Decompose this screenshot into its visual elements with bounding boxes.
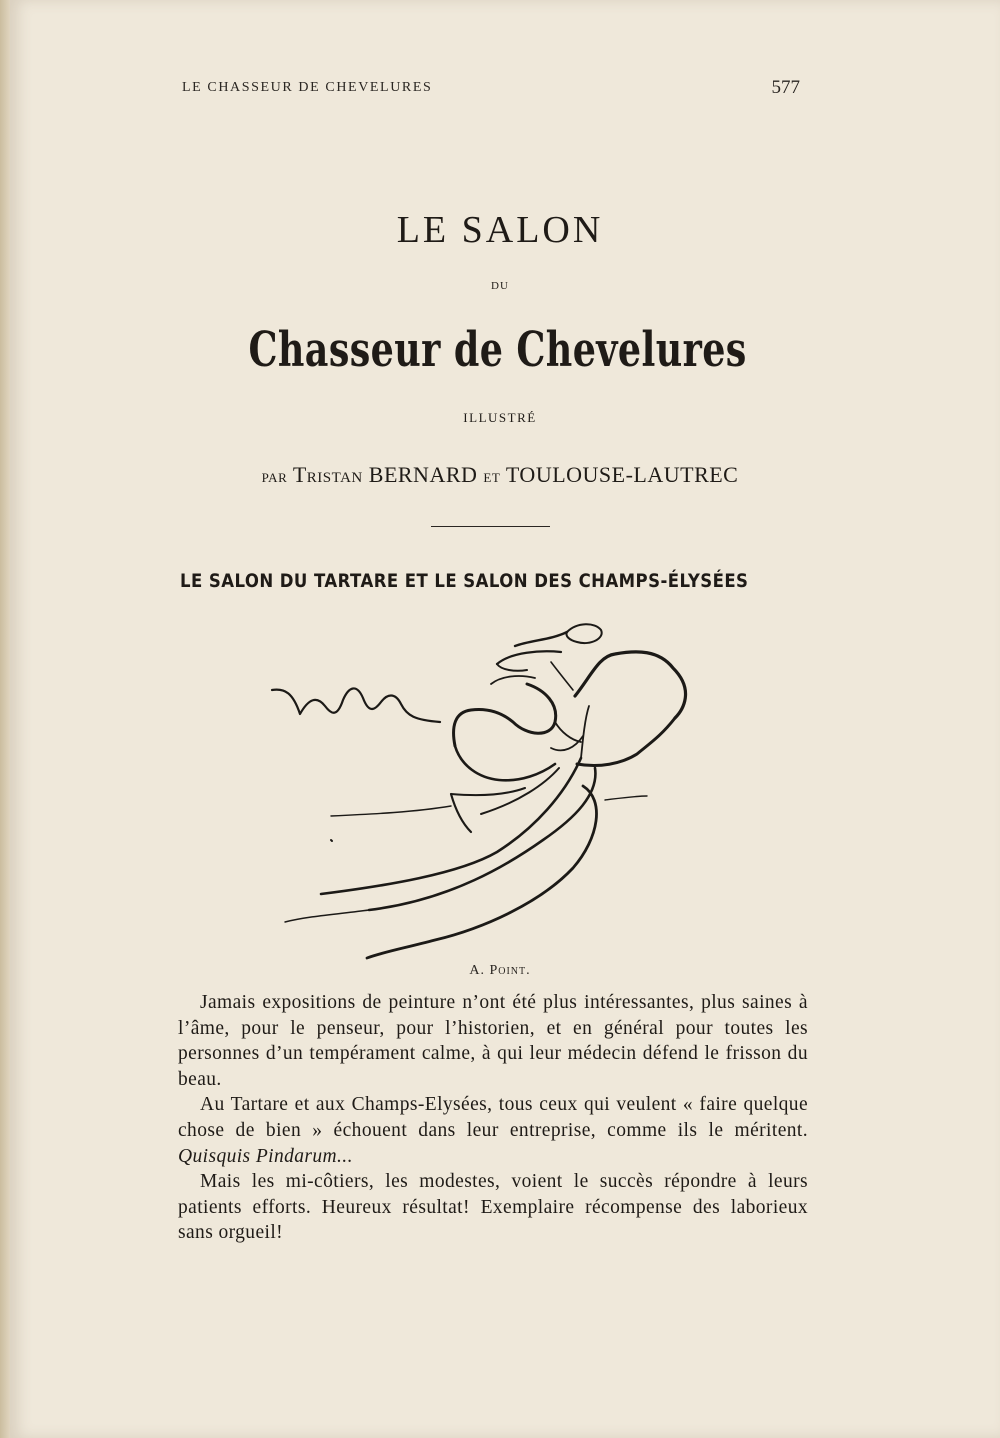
article-body	[178, 990, 808, 1246]
authors-line	[0, 462, 1000, 488]
paragraph-2	[178, 1092, 808, 1169]
running-head	[182, 77, 800, 102]
subtitle: Chasseur de Chevelures	[248, 322, 747, 378]
illustre-label: ILLUSTRÉ	[463, 410, 537, 425]
paragraph-1: Jamais expositions de peinture n’ont été plus intéressantes, plus saines à l’âme, pour le penseur, pour l’historien, et en général pour toutes les personnes d’un tempérament calme, à qui leur médecin défend le frisson du beau.	[178, 992, 808, 1090]
line-drawing-illustration	[265, 618, 705, 963]
title-rule	[431, 526, 550, 527]
author-bernard: Tristan BERNARD	[292, 462, 478, 487]
authors-et: et	[483, 466, 501, 486]
running-head-title: LE CHASSEUR DE CHEVELURES	[182, 80, 433, 95]
section-title: LE SALON DU TARTARE ET LE SALON DES CHAMPS-ÉLYSÉES	[180, 570, 749, 592]
paragraph-3: Mais les mi-côtiers, les modestes, voient le succès répondre à leurs patients efforts. Heureux résultat! Exemplaire récompense des laborieux sans orgueil!	[178, 1171, 808, 1244]
paragraph-2-text: Au Tartare et aux Champs-Elysées, tous ceux qui veulent « faire quelque chose de bien » échouent dans leur entreprise, comme ils le méritent.	[178, 1094, 808, 1141]
author-lautrec: TOULOUSE-LAUTREC	[505, 462, 739, 487]
latin-quote: Quisquis Pindarum...	[178, 1145, 353, 1167]
page-number: 577	[771, 77, 800, 98]
title-du: DU	[491, 280, 509, 292]
main-title: LE SALON	[396, 209, 604, 251]
authors-par: par	[261, 466, 288, 486]
illustration-caption: A. Point.	[469, 963, 531, 978]
